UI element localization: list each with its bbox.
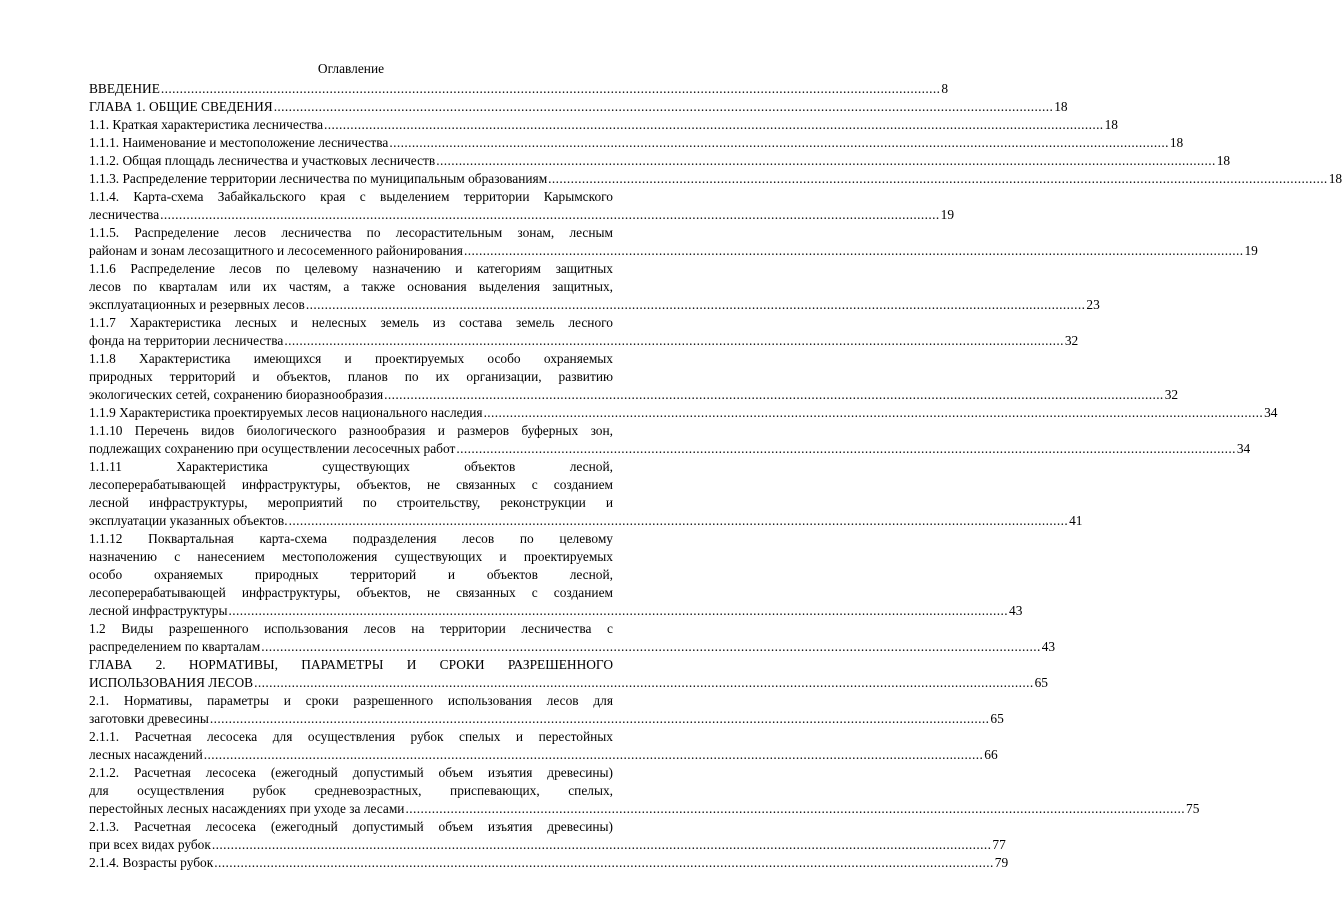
toc-entry-row	[89, 386, 1179, 404]
toc-entry[interactable]	[89, 80, 949, 98]
toc-entry-line: 1.2 Виды разрешенного использования лесов на территории лесничества с	[89, 621, 613, 636]
toc-entry-line: 2.1.2. Расчетная лесосека (ежегодный допустимый объем изъятия древесины)	[89, 765, 613, 780]
toc-entry-text: при всех видах рубок	[89, 837, 211, 852]
toc-entry[interactable]	[89, 422, 1251, 458]
toc-entry-text: районам и зонам лесозащитного и лесосеменного районирования	[89, 243, 463, 258]
toc-leader-dots	[456, 440, 1236, 458]
toc-entry-row	[89, 638, 1056, 656]
toc-leader-dots	[436, 152, 1216, 170]
toc-page-number: 19	[940, 207, 955, 222]
toc-entry[interactable]	[89, 656, 1048, 692]
toc-leader-dots	[405, 800, 1185, 818]
toc-entry-line: лесоперерабатывающей инфраструктуры, объектов, не связанных с созданием	[89, 585, 613, 600]
toc-leader-dots	[324, 116, 1104, 134]
toc-entry[interactable]	[89, 134, 1184, 152]
toc-entry-text: заготовки древесины	[89, 711, 209, 726]
toc-leader-dots	[284, 332, 1064, 350]
toc-page-number: 65	[990, 711, 1004, 726]
toc-entry-line: 1.1.11 Характеристика существующих объектов лесной,	[89, 459, 613, 474]
toc-entry[interactable]	[89, 170, 1342, 188]
toc-entry-row	[89, 710, 1004, 728]
toc-page-number: 34	[1264, 405, 1278, 420]
toc-entry-line: особо охраняемых природных территорий и объектов лесной,	[89, 567, 613, 582]
toc-entry[interactable]	[89, 260, 1100, 314]
toc-leader-dots	[464, 242, 1244, 260]
toc-entry-line: природных территорий и объектов, планов по их организации, развитию	[89, 369, 613, 384]
toc-page-number: 65	[1034, 675, 1048, 690]
toc-entry[interactable]	[89, 188, 955, 224]
toc-entry-text: 1.1. Краткая характеристика лесничества	[89, 117, 324, 132]
toc-entry-line: лесов по кварталам или их частям, а также основания выделения защитных,	[89, 279, 613, 294]
toc-entry[interactable]	[89, 620, 1056, 656]
toc-entry[interactable]	[89, 404, 1278, 422]
toc-page-number: 32	[1164, 387, 1179, 402]
toc-entry[interactable]	[89, 152, 1231, 170]
toc-entry-text: подлежащих сохранению при осуществлении лесосечных работ	[89, 441, 456, 456]
toc-entry-line: лесной инфраструктуры, мероприятий по строительству, реконструкции и	[89, 495, 613, 510]
toc-page-number: 75	[1186, 801, 1200, 816]
toc-entry-line: 1.1.6 Распределение лесов по целевому назначению и категориям защитных	[89, 261, 613, 276]
toc-entry[interactable]	[89, 350, 1179, 404]
toc-entry[interactable]	[89, 692, 1004, 728]
toc-entry-line: 1.1.5. Распределение лесов лесничества по лесорастительным зонам, лесным	[89, 225, 613, 240]
toc-entry-text: лесной инфраструктуры	[89, 603, 228, 618]
toc-entry-row	[89, 854, 1009, 872]
toc-leader-dots	[161, 80, 941, 98]
toc-entries	[89, 80, 1342, 872]
toc-entry-text: ГЛАВА 1. ОБЩИЕ СВЕДЕНИЯ	[89, 99, 273, 114]
toc-entry-text: 1.1.3. Распределение территории лесничества по муниципальным образованиям	[89, 171, 548, 186]
toc-page-number: 66	[984, 747, 998, 762]
toc-entry-text: 1.1.2. Общая площадь лесничества и участковых лесничеств	[89, 153, 436, 168]
toc-leader-dots	[229, 602, 1009, 620]
toc-entry-row	[89, 206, 955, 224]
toc-entry-row	[89, 746, 998, 764]
toc-leader-dots	[484, 404, 1264, 422]
toc-leader-dots	[212, 836, 992, 854]
toc-entry-row	[89, 800, 1200, 818]
toc-page-number: 43	[1009, 603, 1023, 618]
toc-entry-text: экологических сетей, сохранению биоразнообразия	[89, 387, 384, 402]
toc-entry[interactable]	[89, 818, 1006, 854]
toc-entry-text: 1.1.1. Наименование и местоположение лесничества	[89, 135, 389, 150]
toc-page-number: 18	[1328, 171, 1342, 186]
toc-entry-line: назначению с нанесением местоположения существующих и проектируемых	[89, 549, 613, 564]
toc-entry[interactable]	[89, 764, 1200, 818]
toc-page-number: 18	[1054, 99, 1068, 114]
toc-entry-text: перестойных лесных насаждениях при уходе за лесами	[89, 801, 405, 816]
toc-entry-text: эксплуатационных и резервных лесов	[89, 297, 305, 312]
toc-entry-line: 2.1. Нормативы, параметры и сроки разрешенного использования лесов для	[89, 693, 613, 708]
toc-leader-dots	[548, 170, 1328, 188]
toc-page-number: 77	[992, 837, 1006, 852]
toc-page-number: 41	[1069, 513, 1083, 528]
toc-entry-row	[89, 242, 1258, 260]
toc-entry-row	[89, 152, 1231, 170]
toc-entry-row	[89, 116, 1118, 134]
toc-entry-row	[89, 80, 949, 98]
toc-leader-dots	[214, 854, 994, 872]
toc-entry-row	[89, 440, 1251, 458]
toc-leader-dots	[210, 710, 990, 728]
toc-page-number: 23	[1086, 297, 1100, 312]
toc-leader-dots	[384, 386, 1164, 404]
toc-page-number: 8	[941, 81, 949, 96]
toc-entry-text: эксплуатации указанных объектов.	[89, 513, 288, 528]
toc-page-number: 18	[1216, 153, 1231, 168]
toc-entry[interactable]	[89, 98, 1068, 116]
toc-page-number: 34	[1236, 441, 1251, 456]
toc-entry-line: 1.1.12 Поквартальная карта-схема подразделения лесов по целевому	[89, 531, 613, 546]
toc-entry-row	[89, 134, 1184, 152]
toc-entry[interactable]	[89, 728, 998, 764]
toc-page-number: 32	[1064, 333, 1079, 348]
toc-leader-dots	[160, 206, 940, 224]
toc-title: Оглавление	[317, 61, 385, 76]
toc-leader-dots	[204, 746, 984, 764]
toc-page-number: 79	[994, 855, 1009, 870]
toc-entry-line: лесоперерабатывающей инфраструктуры, объектов, не связанных с созданием	[89, 477, 613, 492]
toc-leader-dots	[389, 134, 1169, 152]
toc-entry-line: 1.1.7 Характеристика лесных и нелесных земель из состава земель лесного	[89, 315, 613, 330]
toc-entry-row	[89, 512, 1083, 530]
toc-leader-dots	[274, 98, 1054, 116]
toc-entry-text: лесных насаждений	[89, 747, 203, 762]
toc-entry-text: 1.1.9 Характеристика проектируемых лесов национального наследия	[89, 405, 483, 420]
toc-entry[interactable]	[89, 530, 1023, 620]
toc-entry-text: 2.1.4. Возрасты рубок	[89, 855, 214, 870]
toc-leader-dots	[254, 674, 1034, 692]
toc-page-number: 43	[1041, 639, 1056, 654]
toc-entry-row	[89, 332, 1079, 350]
toc-entry[interactable]	[89, 314, 1079, 350]
toc-entry-line: ГЛАВА 2. НОРМАТИВЫ, ПАРАМЕТРЫ И СРОКИ РАЗРЕШЕННОГО	[89, 657, 613, 672]
toc-entry-line: 1.1.8 Характеристика имеющихся и проектируемых особо охраняемых	[89, 351, 613, 366]
toc-entry-text: распределением по кварталам	[89, 639, 261, 654]
toc-page-number: 18	[1169, 135, 1184, 150]
toc-leader-dots	[289, 512, 1069, 530]
toc-entry-row	[89, 404, 1278, 422]
toc-entry-text: ВВЕДЕНИЕ	[89, 81, 160, 96]
toc-entry-text: лесничества	[89, 207, 160, 222]
toc-page-number: 19	[1244, 243, 1258, 258]
toc-page-number: 18	[1104, 117, 1118, 132]
toc-entry[interactable]	[89, 458, 1083, 530]
toc-entry-row	[89, 98, 1068, 116]
toc-entry-row	[89, 674, 1048, 692]
toc-entry-row	[89, 170, 1342, 188]
toc-entry-row	[89, 296, 1100, 314]
toc-entry-text: фонда на территории лесничества	[89, 333, 284, 348]
toc-entry-line: 1.1.4. Карта-схема Забайкальского края с выделением территории Карымского	[89, 189, 613, 204]
toc-entry[interactable]	[89, 854, 1009, 872]
toc-entry-line: 2.1.3. Расчетная лесосека (ежегодный допустимый объем изъятия древесины)	[89, 819, 613, 834]
table-of-contents	[89, 60, 1342, 872]
toc-entry-text: ИСПОЛЬЗОВАНИЯ ЛЕСОВ	[89, 675, 254, 690]
toc-entry[interactable]	[89, 224, 1258, 260]
toc-entry-line: 2.1.1. Расчетная лесосека для осуществления рубок спелых и перестойных	[89, 729, 613, 744]
toc-leader-dots	[306, 296, 1086, 314]
toc-leader-dots	[261, 638, 1041, 656]
toc-entry-line: 1.1.10 Перечень видов биологического разнообразия и размеров буферных зон,	[89, 423, 613, 438]
toc-entry-row	[89, 602, 1023, 620]
toc-entry-row	[89, 836, 1006, 854]
toc-entry[interactable]	[89, 116, 1118, 134]
toc-entry-line: для осуществления рубок средневозрастных, приспевающих, спелых,	[89, 783, 613, 798]
